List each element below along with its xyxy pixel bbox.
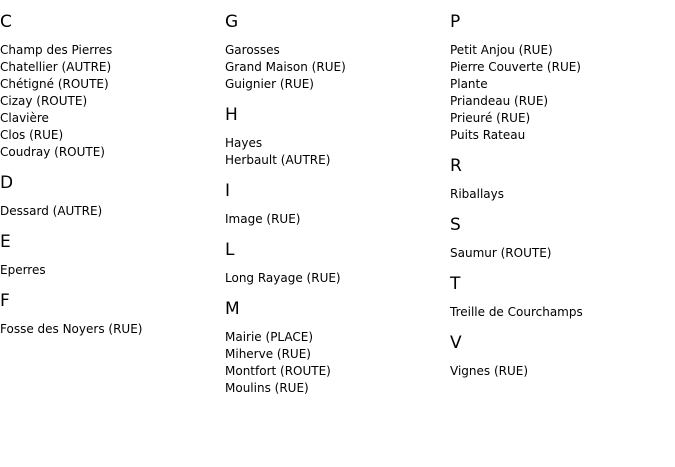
letter-heading: C — [0, 12, 12, 32]
letter-group — [0, 232, 220, 279]
street-link[interactable]: Image (RUE) — [225, 212, 301, 226]
letter-heading: F — [0, 291, 10, 311]
street-list — [0, 262, 220, 279]
index-column — [225, 0, 445, 409]
street-link[interactable]: Riballays — [450, 187, 505, 201]
street-link[interactable]: Garosses — [225, 43, 280, 57]
letter-group — [0, 12, 220, 161]
letter-heading: R — [450, 156, 462, 176]
letter-group — [0, 173, 220, 220]
letter-group — [450, 274, 670, 321]
letter-group — [450, 12, 670, 144]
letter-heading: M — [225, 299, 240, 319]
letter-heading: P — [450, 12, 461, 32]
letter-heading: T — [450, 274, 461, 294]
street-link[interactable]: Chétigné (ROUTE) — [0, 77, 109, 91]
letter-group — [450, 215, 670, 262]
street-link[interactable]: Plante — [450, 77, 488, 91]
street-link[interactable]: Puits Rateau — [450, 128, 526, 142]
letter-group — [450, 333, 670, 380]
street-link[interactable]: Priandeau (RUE) — [450, 94, 549, 108]
letter-heading: I — [225, 181, 231, 201]
street-link[interactable]: Herbault (AUTRE) — [225, 153, 331, 167]
street-link[interactable]: Chatellier (AUTRE) — [0, 60, 112, 74]
index-column — [0, 0, 220, 350]
street-link[interactable]: Petit Anjou (RUE) — [450, 43, 553, 57]
street-link[interactable]: Champ des Pierres — [0, 43, 113, 57]
letter-heading: H — [225, 105, 238, 125]
street-list — [225, 135, 445, 169]
street-link[interactable]: Cizay (ROUTE) — [0, 94, 88, 108]
street-list — [225, 211, 445, 228]
letter-group — [225, 105, 445, 169]
street-link[interactable]: Fosse des Noyers (RUE) — [0, 322, 143, 336]
street-list — [0, 203, 220, 220]
street-link[interactable]: Guignier (RUE) — [225, 77, 314, 91]
street-list — [450, 42, 670, 144]
street-link[interactable]: Dessard (AUTRE) — [0, 204, 103, 218]
street-link[interactable]: Eperres — [0, 263, 46, 277]
street-link[interactable]: Miherve (RUE) — [225, 347, 311, 361]
street-link[interactable]: Coudray (ROUTE) — [0, 145, 105, 159]
letter-group — [225, 240, 445, 287]
street-list — [225, 270, 445, 287]
letter-group — [450, 156, 670, 203]
street-link[interactable]: Treille de Courchamps — [450, 305, 583, 319]
letter-group — [225, 299, 445, 397]
letter-group — [225, 181, 445, 228]
street-link[interactable]: Hayes — [225, 136, 263, 150]
street-link[interactable]: Montfort (ROUTE) — [225, 364, 331, 378]
letter-heading: L — [225, 240, 235, 260]
street-link[interactable]: Prieuré (RUE) — [450, 111, 531, 125]
street-link[interactable]: Clos (RUE) — [0, 128, 64, 142]
street-link[interactable]: Moulins (RUE) — [225, 381, 309, 395]
letter-heading: D — [0, 173, 14, 193]
letter-group — [225, 12, 445, 93]
street-list — [450, 363, 670, 380]
street-list — [225, 42, 445, 93]
street-list — [450, 304, 670, 321]
index-column — [450, 0, 670, 392]
street-link[interactable]: Pierre Couverte (RUE) — [450, 60, 581, 74]
street-link[interactable]: Vignes (RUE) — [450, 364, 529, 378]
letter-heading: V — [450, 333, 462, 353]
letter-group — [0, 291, 220, 338]
street-list — [450, 186, 670, 203]
letter-heading: G — [225, 12, 239, 32]
letter-heading: E — [0, 232, 11, 252]
street-list — [225, 329, 445, 397]
street-list — [0, 321, 220, 338]
street-link[interactable]: Clavière — [0, 111, 49, 125]
street-link[interactable]: Long Rayage (RUE) — [225, 271, 341, 285]
street-link[interactable]: Saumur (ROUTE) — [450, 246, 552, 260]
street-link[interactable]: Mairie (PLACE) — [225, 330, 314, 344]
street-list — [0, 42, 220, 161]
street-list — [450, 245, 670, 262]
street-link[interactable]: Grand Maison (RUE) — [225, 60, 346, 74]
letter-heading: S — [450, 215, 461, 235]
